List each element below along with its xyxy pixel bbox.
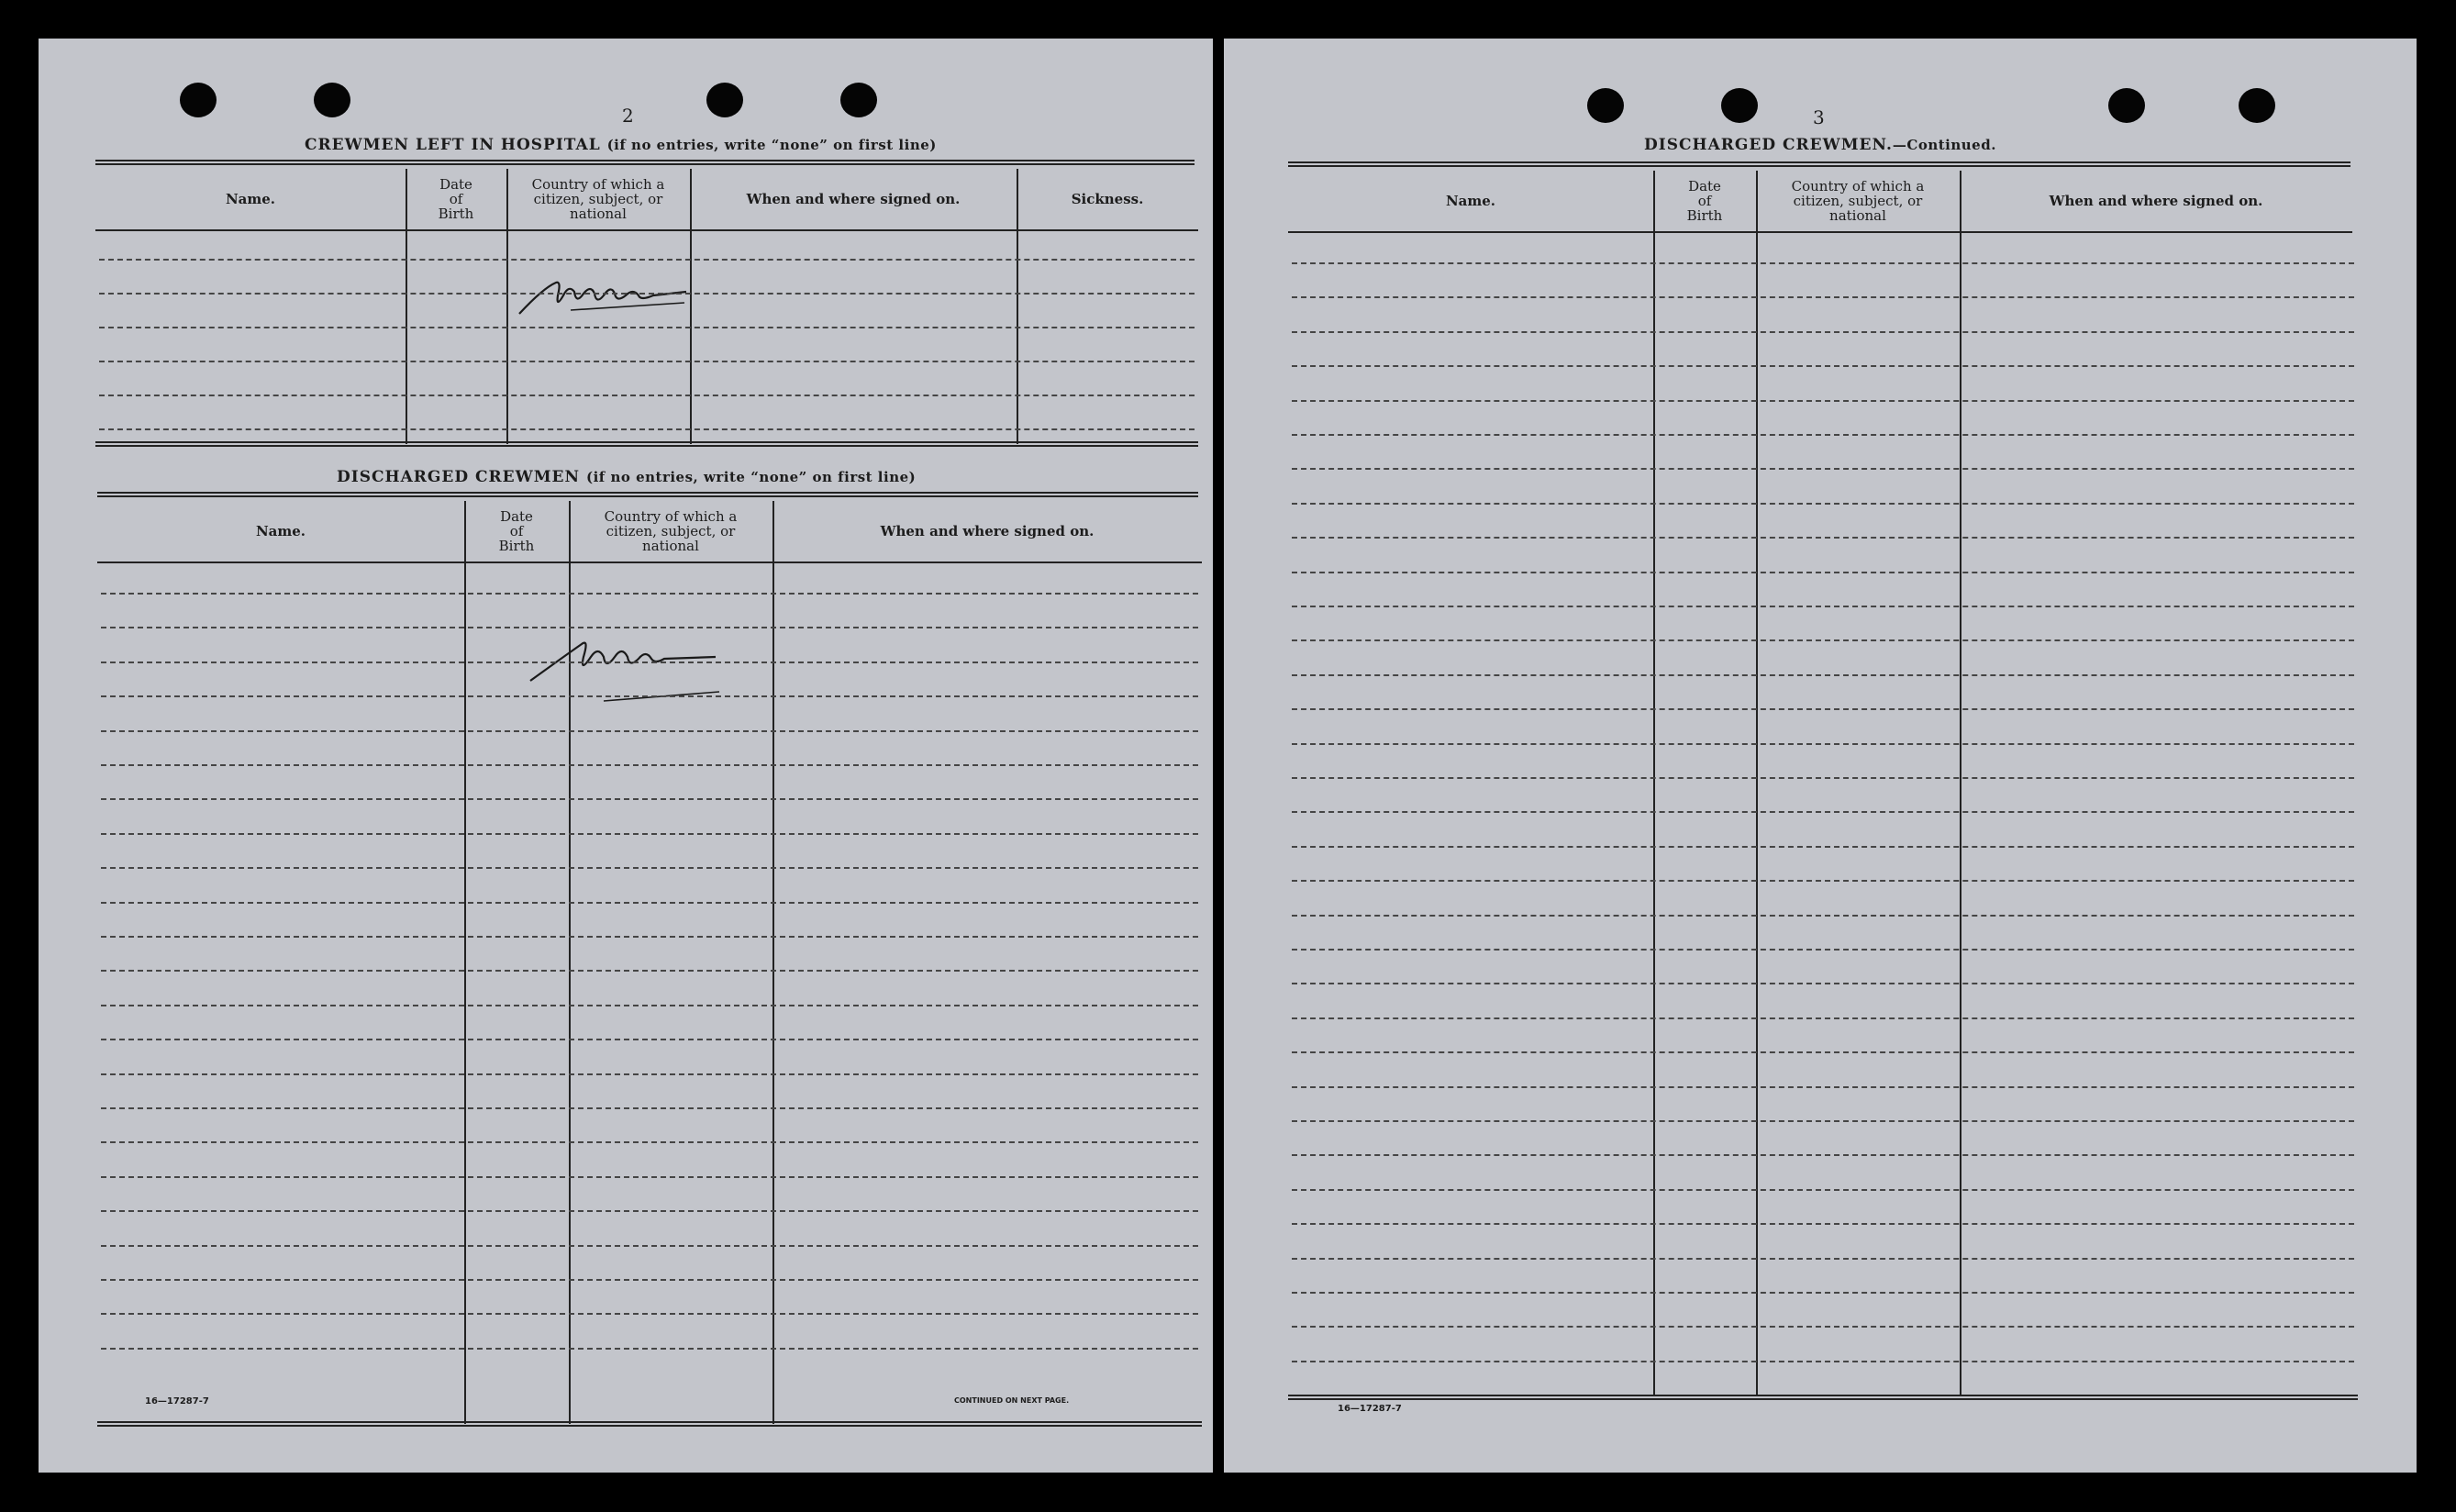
entry-line: [101, 1039, 1198, 1040]
entry-line: [1292, 915, 2354, 917]
entry-line: [1292, 1258, 2354, 1260]
entry-line: [1292, 503, 2354, 505]
section-top-rule: [1288, 161, 2350, 167]
section-bottom-rule: [1288, 1395, 2358, 1400]
section-title-text: DISCHARGED CREWMEN: [337, 468, 581, 486]
continued-note: CONTINUED ON NEXT PAGE.: [954, 1396, 1070, 1405]
entry-line: [1292, 606, 2354, 607]
entry-line: [1292, 262, 2354, 264]
page-number: 2: [622, 105, 634, 127]
entry-line: [1292, 468, 2354, 470]
entry-line: [1292, 880, 2354, 882]
entry-line: [101, 936, 1198, 938]
column-divider: [1756, 171, 1758, 1396]
entry-line: [1292, 400, 2354, 402]
entry-line: [101, 1279, 1198, 1281]
left-page: [39, 39, 1213, 1473]
entry-line: [99, 327, 1195, 328]
entry-line: [99, 361, 1195, 362]
column-header-dob: Date of Birth: [1686, 178, 1723, 224]
column-divider: [772, 501, 774, 1424]
entry-line: [101, 593, 1198, 595]
hospital-table: [95, 169, 1198, 481]
section-title-text: CREWMEN LEFT IN HOSPITAL: [305, 136, 601, 154]
entry-line: [1292, 708, 2354, 710]
entry-line: [1292, 537, 2354, 539]
entry-line: [101, 970, 1198, 972]
entry-line: [1292, 1154, 2354, 1156]
column-header-country: Country of which a citizen, subject, or national: [1791, 178, 1925, 224]
entry-line: [1292, 1120, 2354, 1122]
punch-hole: [180, 83, 217, 117]
entry-line: [101, 1245, 1198, 1247]
entry-line: [99, 395, 1195, 396]
entry-line: [1292, 983, 2354, 984]
entry-line: [101, 1176, 1198, 1178]
entry-line: [1292, 296, 2354, 298]
entry-line: [1292, 1051, 2354, 1053]
punch-hole: [2239, 88, 2275, 123]
discharged-continued-title: [1644, 136, 1996, 154]
entry-line: [101, 730, 1198, 732]
column-divider: [1960, 171, 1961, 1396]
entry-line: [101, 695, 1198, 697]
column-divider: [506, 169, 508, 444]
entry-line: [101, 1313, 1198, 1315]
column-divider: [690, 169, 692, 444]
entry-line: [101, 1073, 1198, 1075]
column-header-name: Name.: [255, 523, 306, 539]
column-header-signed-on: When and where signed on.: [746, 191, 961, 207]
entry-line: [1292, 949, 2354, 951]
right-page: [1224, 39, 2417, 1473]
column-header-country: Country of which a citizen, subject, or national: [604, 508, 738, 554]
entry-line: [1292, 572, 2354, 573]
entry-line: [1292, 1326, 2354, 1328]
entry-line: [101, 1210, 1198, 1212]
entry-line: [101, 627, 1198, 628]
entry-line: [1292, 811, 2354, 813]
section-top-rule: [97, 492, 1198, 497]
entry-line: [101, 798, 1198, 800]
entry-line: [1292, 1292, 2354, 1294]
entry-line: [1292, 1189, 2354, 1191]
entry-line: [1292, 777, 2354, 779]
handwritten-none-entry: [516, 268, 690, 323]
entry-line: [101, 662, 1198, 663]
column-divider: [406, 169, 407, 444]
column-divider: [464, 501, 466, 1424]
punch-hole: [840, 83, 877, 117]
entry-line: [99, 293, 1195, 295]
entry-line: [1292, 1361, 2354, 1362]
column-header-country: Country of which a citizen, subject, or national: [531, 176, 665, 222]
entry-line: [101, 764, 1198, 766]
column-header-signed-on: When and where signed on.: [880, 523, 1095, 539]
entry-line: [101, 1348, 1198, 1350]
entry-line: [1292, 674, 2354, 676]
entry-line: [101, 1141, 1198, 1143]
form-number: 16—17287-7: [1338, 1404, 1402, 1414]
discharged-continued-table: [1288, 171, 2358, 1437]
entry-line: [101, 867, 1198, 869]
punch-hole: [2108, 88, 2145, 123]
column-header-dob: Date of Birth: [498, 508, 535, 554]
column-header-signed-on: When and where signed on.: [2049, 193, 2263, 209]
page-number: 3: [1813, 106, 1825, 128]
entry-line: [1292, 331, 2354, 333]
entry-line: [1292, 743, 2354, 745]
discharged-table: [97, 501, 1202, 1429]
entry-line: [1292, 1086, 2354, 1088]
discharged-section-title: [337, 468, 916, 486]
section-instruction: (if no entries, write “none” on first line): [585, 469, 917, 485]
section-bottom-rule: [95, 441, 1198, 447]
column-header-dob: Date of Birth: [438, 176, 474, 222]
punch-hole: [1721, 88, 1758, 123]
section-instruction: (if no entries, write “none” on first line): [606, 137, 937, 153]
entry-line: [101, 1005, 1198, 1006]
entry-line: [101, 902, 1198, 904]
entry-line: [99, 259, 1195, 261]
section-top-rule: [95, 160, 1195, 165]
entry-line: [1292, 1223, 2354, 1225]
punch-hole: [706, 83, 743, 117]
entry-line: [1292, 1017, 2354, 1019]
column-header-sickness: Sickness.: [1071, 191, 1144, 207]
entry-line: [101, 833, 1198, 835]
column-divider: [1017, 169, 1018, 444]
section-bottom-rule: [97, 1421, 1202, 1427]
section-title-suffix: —Continued.: [1892, 137, 1996, 153]
entry-line: [101, 1107, 1198, 1109]
form-number: 16—17287-7: [145, 1396, 209, 1406]
entry-line: [1292, 639, 2354, 641]
hospital-section-title: [305, 136, 937, 154]
column-header-name: Name.: [1445, 193, 1496, 209]
entry-line: [1292, 365, 2354, 367]
entry-line: [1292, 846, 2354, 848]
section-title-text: DISCHARGED CREWMEN.: [1644, 136, 1893, 154]
column-divider: [1653, 171, 1655, 1396]
column-header-name: Name.: [225, 191, 276, 207]
entry-line: [99, 428, 1195, 430]
entry-line: [1292, 434, 2354, 436]
punch-hole: [1587, 88, 1624, 123]
punch-hole: [314, 83, 350, 117]
